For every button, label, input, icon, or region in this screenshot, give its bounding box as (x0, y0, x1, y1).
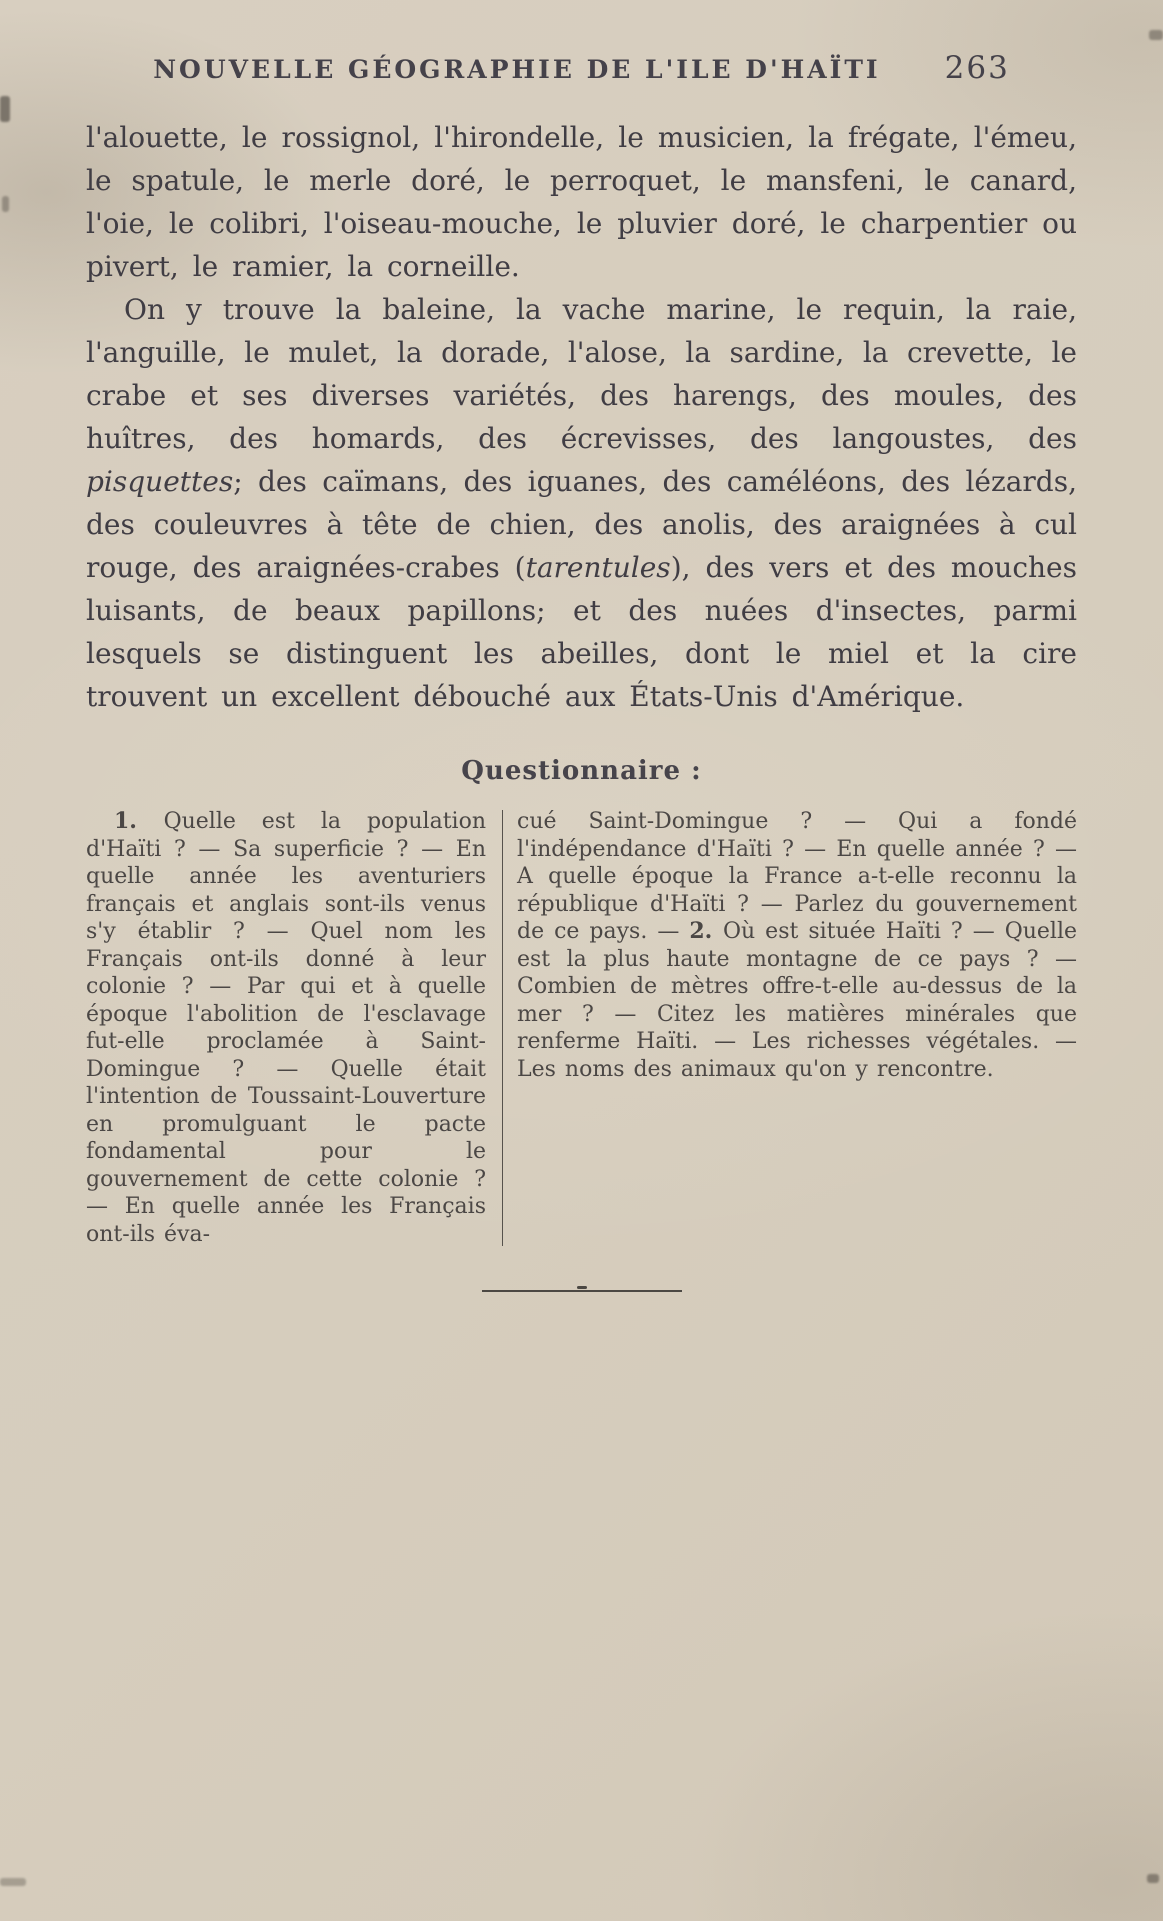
page-number: 263 (944, 50, 1010, 86)
running-title: NOUVELLE GÉOGRAPHIE DE L'ILE D'HAÏTI (153, 55, 881, 84)
questionnaire-left-column: 1. Quelle est la population d'Haïti ? — Sa superficie ? — En quelle année les aventuriers français et anglais sont-ils venus s'y établir ? — Quel nom les Français ont-ils donné à leur colonie ? — Par qui et à quelle époque l'abolition de l'esclavage fut-elle proclamée à Saint-Domingue ? — Quelle était l'intention de Toussaint-Louverture en promulguant le pacte fondamental pour le gouvernement de cette colonie ? — En quelle année les Français ont-ils éva- (86, 808, 486, 1247)
questionnaire-right-column: cué Saint-Domingue ? — Qui a fondé l'indépendance d'Haïti ? — En quelle année ? — A quelle époque la France a-t-elle reconnu la république d'Haïti ? — Parlez du gouvernement de ce pays. — 2. Où est située Haïti ? — Quelle est la plus haute montagne de ce pays ? — Combien de mètres offre-t-elle au-dessus de la mer ? — Citez les matières minérales que renferme Haïti. — Les richesses végétales. — Les noms des animaux qu'on y rencontre. (517, 809, 1078, 1082)
paragraph-animals-birds: l'alouette, le rossignol, l'hirondelle, le musicien, la frégate, l'émeu, le spatule, le merle doré, le perroquet, le mansfeni, le canard, l'oie, le colibri, l'oiseau-mouche, le pluvier doré, le charpentier ou pivert, le ramier, la corneille. (86, 121, 1077, 283)
questionnaire-section (86, 756, 1077, 1248)
running-header (86, 50, 1077, 86)
column-divider-rule (502, 810, 503, 1246)
questionnaire-heading: Questionnaire : (461, 756, 702, 786)
scan-edge-mark (1147, 1874, 1159, 1883)
questionnaire-columns (86, 808, 1077, 1248)
section-end-rule (482, 1290, 682, 1292)
paragraph-sea-and-insects: On y trouve la baleine, la vache marine, le requin, la raie, l'anguille, le mulet, la dorade, l'alose, la sardine, la crevette, le crabe et ses diverses variétés, des harengs, des moules, des huîtres, des homards, des écrevisses, des langoustes, des pisquettes; des caïmans, des iguanes, des caméléons, des lézards, des couleuvres à tête de chien, des anolis, des araignées à cul rouge, des araignées-crabes (tarentules), des vers et des mouches luisants, de beaux papillons; et des nuées d'insectes, parmi lesquels se distinguent les abeilles, dont le miel et la cire trouvent un excellent débouché aux États-Unis d'Amérique. (86, 293, 1077, 713)
main-text-block (86, 116, 1077, 718)
scan-edge-mark (0, 1878, 26, 1886)
